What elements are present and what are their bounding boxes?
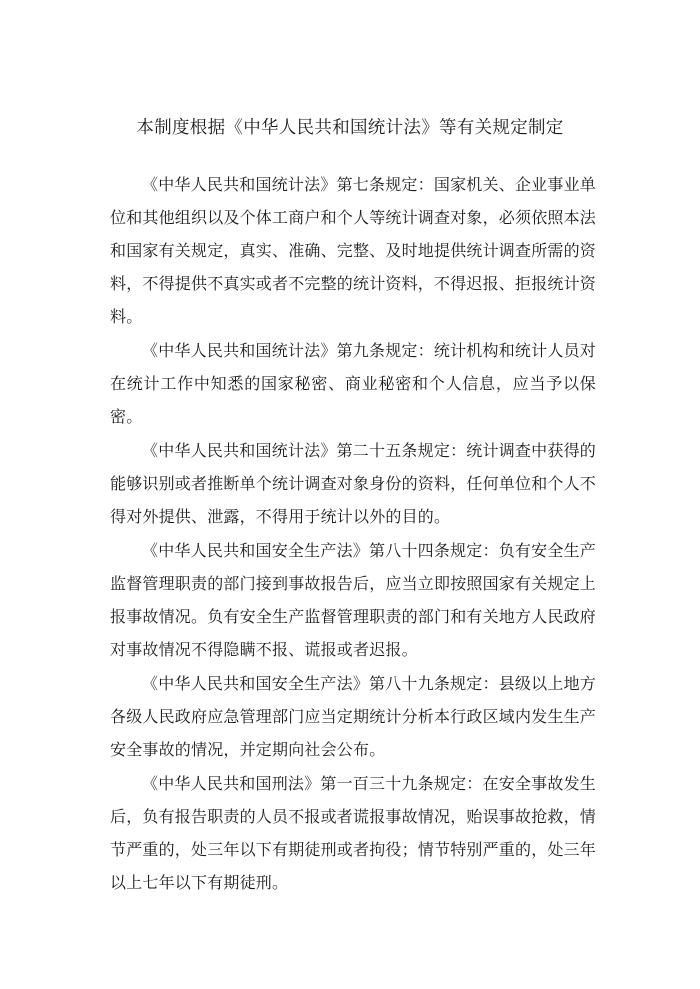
document-body (110, 168, 596, 899)
paragraph-statistics-law-article-9: 《中华人民共和国统计法》第九条规定：统计机构和统计人员对在统计工作中知悉的国家秘密、商业秘密和个人信息，应当予以保密。 (110, 341, 596, 426)
paragraph-criminal-law-article-139: 《中华人民共和国刑法》第一百三十九条规定：在安全事故发生后，负有报告职责的人员不报或者谎报事故情况，贻误事故抢救，情节严重的，处三年以下有期徒刑或者拘役；情节特别严重的，处三年以上七年以下有期徒刑。 (110, 774, 597, 892)
paragraph-safety-law-article-84: 《中华人民共和国安全生产法》第八十四条规定：负有安全生产监督管理职责的部门接到事故报告后，应当立即按照国家有关规定上报事故情况。负有安全生产监督管理职责的部门和有关地方人民政府对事故情况不得隐瞒不报、谎报或者迟报。 (110, 541, 597, 659)
document-title: 本制度根据《中华人民共和国统计法》等有关规定制定 (136, 118, 564, 138)
paragraph-statistics-law-article-7: 《中华人民共和国统计法》第七条规定：国家机关、企业事业单位和其他组织以及个体工商户和个人等统计调查对象，必须依照本法和国家有关规定，真实、准确、完整、及时地提供统计调查所需的资料，不得提供不真实或者不完整的统计资料，不得迟报、拒报统计资料。 (110, 175, 597, 326)
paragraph-safety-law-article-89: 《中华人民共和国安全生产法》第八十九条规定：县级以上地方各级人民政府应急管理部门应当定期统计分析本行政区域内发生生产安全事故的情况，并定期向社会公布。 (110, 674, 597, 759)
paragraph-statistics-law-article-25: 《中华人民共和国统计法》第二十五条规定：统计调查中获得的能够识别或者推断单个统计调查对象身份的资料，任何单位和个人不得对外提供、泄露，不得用于统计以外的目的。 (110, 441, 597, 526)
